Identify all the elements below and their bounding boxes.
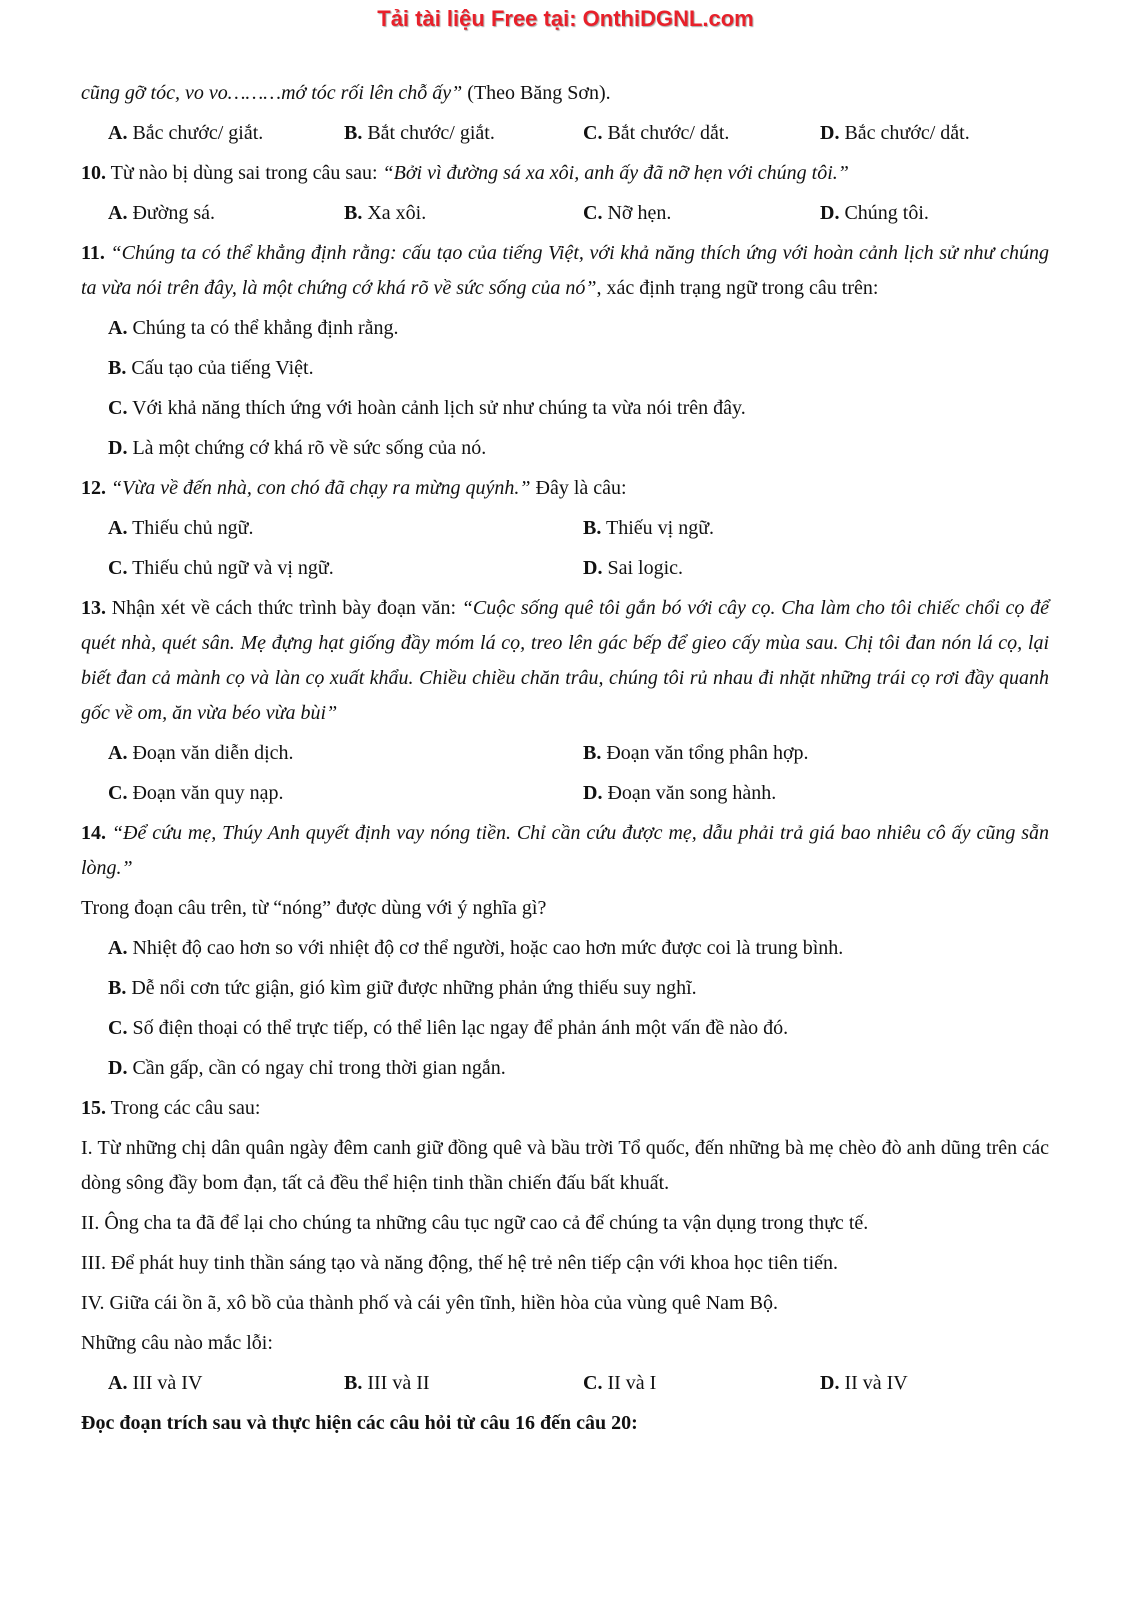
- q14-option-d: D. Cần gấp, cần có ngay chỉ trong thời gian ngắn.: [108, 1057, 506, 1079]
- q10-option-a: A. Đường sá.: [108, 202, 215, 224]
- q15-option-c: C. II và I: [583, 1372, 657, 1394]
- q13-option-b: B. Đoạn văn tổng phân hợp.: [583, 742, 809, 764]
- q12-option-c: C. Thiếu chủ ngữ và vị ngữ.: [108, 557, 334, 579]
- q11-text: 11. “Chúng ta có thể khẳng định rằng: cấu tạo của tiếng Việt, với khả năng thích ứng với hoàn cảnh lịch sử như chúng ta vừa nói trên đây, là một chứng cớ khá rõ về sức sống của nó”, xác định trạng ngữ trong câu trên:: [81, 242, 1049, 299]
- q12-options-row2: [81, 551, 1049, 586]
- document-content: [81, 76, 1049, 1446]
- section-instruction: Đọc đoạn trích sau và thực hiện các câu hỏi từ câu 16 đến câu 20:: [81, 1412, 638, 1434]
- q15-option-d: D. II và IV: [820, 1372, 908, 1394]
- q15-number: 15.: [81, 1097, 106, 1119]
- q11-option-a: A. Chúng ta có thể khẳng định rằng.: [108, 317, 399, 339]
- q13-option-d: D. Đoạn văn song hành.: [583, 782, 777, 804]
- q12-option-d: D. Sai logic.: [583, 557, 683, 579]
- q9-options: [81, 116, 1049, 151]
- q15-options: [81, 1366, 1049, 1401]
- q13-text: 13. Nhận xét về cách thức trình bày đoạn văn: “Cuộc sống quê tôi gắn bó với cây cọ. Cha làm cho tôi chiếc chổi cọ để quét nhà, quét sân. Mẹ đựng hạt giống đầy móm lá cọ, treo lên gác bếp để gieo cấy mùa sau. Chị tôi đan nón lá cọ, lại biết đan cả mành cọ và làn cọ xuất khẩu. Chiều chiều chăn trâu, chúng tôi rủ nhau đi nhặt những trái cọ rơi đầy quanh gốc về om, ăn vừa béo vừa bùi”: [81, 597, 1049, 724]
- q11-quote: “Chúng ta có thể khẳng định rằng: cấu tạo của tiếng Việt, với khả năng thích ứng với hoàn cảnh lịch sử như chúng ta vừa nói trên đây, là một chứng cớ khá rõ về sức sống của nó”: [81, 242, 1049, 299]
- q9-source: (Theo Băng Sơn).: [462, 82, 611, 104]
- q15-sentence-4: IV. Giữa cái ồn ã, xô bồ của thành phố và cái yên tĩnh, hiền hòa của vùng quê Nam Bộ.: [81, 1292, 778, 1314]
- q10-number: 10.: [81, 162, 106, 184]
- q9-option-c: C. Bắt chước/ dắt.: [583, 122, 730, 144]
- q15-sentence-3: III. Để phát huy tinh thần sáng tạo và năng động, thế hệ trẻ nên tiếp cận với khoa học tiên tiến.: [81, 1252, 839, 1274]
- q11-option-c: C. Với khả năng thích ứng với hoàn cảnh lịch sử như chúng ta vừa nói trên đây.: [108, 397, 746, 419]
- q10-option-b: B. Xa xôi.: [344, 202, 427, 224]
- q11-option-b: B. Cấu tạo của tiếng Việt.: [108, 357, 314, 379]
- q15-option-b: B. III và II: [344, 1372, 430, 1394]
- q10-option-d: D. Chúng tôi.: [820, 202, 929, 224]
- q13-option-c: C. Đoạn văn quy nạp.: [108, 782, 284, 804]
- q14-text: [81, 816, 1049, 886]
- q9-option-a: A. Bắc chước/ giắt.: [108, 122, 264, 144]
- q12-option-b: B. Thiếu vị ngữ.: [583, 517, 715, 539]
- q14-option-b: B. Dễ nổi cơn tức giận, gió kìm giữ được những phản ứng thiếu suy nghĩ.: [108, 977, 697, 999]
- q11-option-d: D. Là một chứng cớ khá rõ về sức sống của nó.: [108, 437, 487, 459]
- q9-option-d: D. Bắc chước/ dắt.: [820, 122, 970, 144]
- q12-option-a: A. Thiếu chủ ngữ.: [108, 517, 254, 539]
- q13-quote: “Cuộc sống quê tôi gắn bó với cây cọ. Cha làm cho tôi chiếc chổi cọ để quét nhà, quét sân. Mẹ đựng hạt giống đầy móm lá cọ, treo lên gác bếp để gieo cấy mùa sau. Chị tôi đan nón lá cọ, lại biết đan cả mành cọ và làn cọ xuất khẩu. Chiều chiều chăn trâu, chúng tôi rủ nhau đi nhặt những trái cọ rơi đầy quanh gốc về om, ăn vừa béo vừa bùi”: [81, 597, 1049, 724]
- q10-text: 10. Từ nào bị dùng sai trong câu sau: “Bởi vì đường sá xa xôi, anh ấy đã nỡ hẹn với chúng tôi.”: [81, 162, 849, 184]
- q9-text: [81, 76, 1049, 111]
- q15-sentence-1: I. Từ những chị dân quân ngày đêm canh giữ đồng quê và bầu trời Tổ quốc, đến những bà mẹ chèo đò anh dũng trên các dòng sông đầy bom đạn, tất cả đều thể hiện tinh thần chiến đấu bất khuất.: [81, 1137, 1049, 1194]
- q15-option-a: A. III và IV: [108, 1372, 203, 1394]
- q9-quote: cũng gỡ tóc, vo vo………mớ tóc rối lên chỗ ấy”: [81, 82, 463, 104]
- q14-option-c: C. Số điện thoại có thể trực tiếp, có thể liên lạc ngay để phản ánh một vấn đề nào đó.: [108, 1017, 789, 1039]
- q13-number: 13.: [81, 597, 106, 619]
- q12-quote: “Vừa về đến nhà, con chó đã chạy ra mừng quýnh.”: [106, 477, 531, 499]
- q13-options-row2: [81, 776, 1049, 811]
- q14-option-a: A. Nhiệt độ cao hơn so với nhiệt độ cơ thể người, hoặc cao hơn mức được coi là trung bình.: [108, 937, 844, 959]
- q14-number: 14.: [81, 822, 106, 844]
- q15-question: Những câu nào mắc lỗi:: [81, 1332, 273, 1354]
- q10-quote: “Bởi vì đường sá xa xôi, anh ấy đã nỡ hẹn với chúng tôi.”: [382, 162, 849, 184]
- q14-question: Trong đoạn câu trên, từ “nóng” được dùng với ý nghĩa gì?: [81, 897, 547, 919]
- q13-options-row1: [81, 736, 1049, 771]
- q14-quote: “Để cứu mẹ, Thúy Anh quyết định vay nóng tiền. Chỉ cần cứu được mẹ, dẫu phải trả giá bao nhiêu cô ấy cũng sẵn lòng.”: [81, 822, 1049, 879]
- site-banner[interactable]: Tải tài liệu Free tại: OnthiDGNL.com: [377, 6, 754, 31]
- q10-option-c: C. Nỡ hẹn.: [583, 202, 672, 224]
- q11-number: 11.: [81, 242, 105, 264]
- q12-options-row1: [81, 511, 1049, 546]
- q15-sentence-2: II. Ông cha ta đã để lại cho chúng ta những câu tục ngữ cao cả để chúng ta vận dụng trong thực tế.: [81, 1212, 869, 1234]
- q12-number: 12.: [81, 477, 106, 499]
- q12-text: 12. “Vừa về đến nhà, con chó đã chạy ra mừng quýnh.” Đây là câu:: [81, 477, 627, 499]
- q10-options: [81, 196, 1049, 231]
- q15-text: 15. Trong các câu sau:: [81, 1097, 261, 1119]
- q13-option-a: A. Đoạn văn diễn dịch.: [108, 742, 294, 764]
- q9-option-b: B. Bắt chước/ giắt.: [344, 122, 495, 144]
